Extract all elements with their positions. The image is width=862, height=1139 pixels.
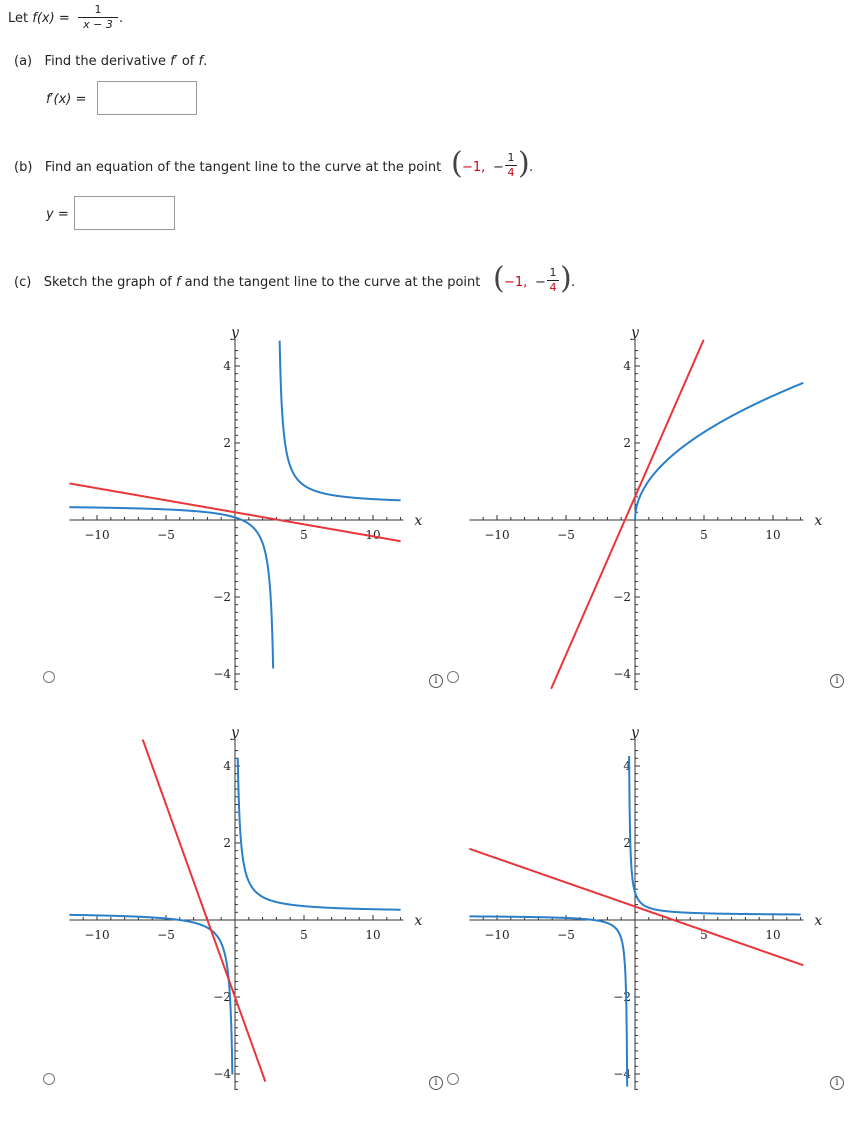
part-c-minus: −: [535, 275, 546, 290]
part-c-prompt: [14, 275, 480, 290]
graph-option-4: [455, 710, 835, 1090]
y-tick-label: 4: [623, 359, 631, 373]
part-c-point-x: −1,: [504, 275, 528, 290]
info-icon[interactable]: [830, 674, 844, 688]
part-c-end: .: [571, 275, 576, 290]
info-icon[interactable]: [429, 1076, 443, 1090]
tangent-line: [143, 740, 266, 1082]
y-tick-label: 2: [623, 436, 631, 450]
y-tick-label: 4: [223, 359, 231, 373]
y-axis-label: y: [631, 324, 639, 341]
info-glyph: i: [835, 1077, 839, 1088]
part-b-den: 4: [507, 166, 515, 179]
graph-option-3-radio[interactable]: [43, 1073, 55, 1085]
x-tick-label: −10: [484, 528, 510, 542]
y-axis-label: y: [231, 724, 239, 741]
part-a-prompt: [14, 54, 207, 69]
x-tick-label: 10: [765, 928, 781, 942]
equals-sign: =: [58, 11, 70, 26]
x-tick-label: −5: [157, 528, 175, 542]
x-tick-label: 5: [700, 928, 708, 942]
x-axis-label: x: [414, 913, 423, 929]
part-b-label: (b): [14, 160, 33, 175]
y-tick-label: 4: [623, 759, 631, 773]
y-tick-label: −2: [213, 590, 231, 604]
of-text: of: [177, 54, 199, 69]
part-c-point-fraction: [547, 267, 559, 294]
info-glyph: i: [434, 1077, 438, 1088]
y-tick-label: 2: [623, 836, 631, 850]
part-a-label: (a): [14, 54, 33, 69]
x-tick-label: −10: [84, 928, 110, 942]
part-b-point-x: −1,: [462, 160, 486, 175]
part-b-end: .: [529, 160, 534, 175]
info-icon[interactable]: [830, 1076, 844, 1090]
fprime-answer-label: f′(x) =: [46, 92, 87, 107]
fx-text: f(x): [32, 11, 55, 26]
x-tick-label: 10: [365, 528, 381, 542]
x-tick-label: 5: [300, 928, 308, 942]
fprime-answer-input[interactable]: [97, 81, 197, 115]
y-tick-label: −2: [613, 990, 631, 1004]
tangent-line-answer-input[interactable]: [74, 196, 175, 230]
part-c-text: Sketch the graph of: [43, 275, 176, 290]
part-b-num: 1: [507, 151, 515, 164]
y-tick-label: 2: [223, 436, 231, 450]
part-c-f: f: [175, 275, 181, 290]
part-b-point-fraction: [505, 152, 517, 179]
y-tick-label: −2: [613, 590, 631, 604]
function-fraction: [78, 4, 118, 31]
x-tick-label: −10: [484, 928, 510, 942]
x-tick-label: −5: [557, 928, 575, 942]
fraction-numerator: 1: [94, 3, 102, 16]
fprime-text: f′: [170, 54, 178, 69]
graph-option-3: [55, 710, 438, 1090]
curve: [635, 383, 803, 520]
curve-right: [280, 341, 401, 501]
x-tick-label: −5: [557, 528, 575, 542]
y-tick-label: −2: [213, 990, 231, 1004]
fraction-denominator: x − 3: [83, 18, 113, 31]
curve-right: [629, 756, 801, 915]
part-b-prompt: [14, 160, 441, 175]
x-tick-label: −5: [157, 928, 175, 942]
part-b-minus: −: [493, 160, 504, 175]
graph-option-1-radio[interactable]: [43, 671, 55, 683]
x-axis-label: x: [814, 913, 823, 929]
part-c-num: 1: [549, 266, 557, 279]
x-tick-label: −10: [84, 528, 110, 542]
part-b-open-paren: (: [451, 146, 463, 181]
y-tick-label: 4: [223, 759, 231, 773]
y-tick-label: −4: [613, 667, 631, 681]
part-c-close-paren: ): [560, 261, 572, 296]
info-icon[interactable]: [429, 674, 443, 688]
y-tick-label: −4: [613, 1067, 631, 1081]
y-tick-label: −4: [213, 1067, 231, 1081]
part-a-text: Find the derivative: [44, 54, 171, 69]
part-c-text2: and the tangent line to the curve at the point: [180, 275, 481, 290]
let-text: Let: [8, 11, 33, 26]
part-c-label: (c): [14, 275, 32, 290]
y-tick-label: 2: [223, 836, 231, 850]
y-answer-label: y =: [46, 207, 69, 222]
y-axis-label: y: [631, 724, 639, 741]
end-text: .: [203, 54, 208, 69]
curve-right: [238, 758, 401, 910]
y-tick-label: −4: [213, 667, 231, 681]
part-c-open-paren: (: [493, 261, 505, 296]
graph-option-4-radio[interactable]: [447, 1073, 459, 1085]
y-axis-label: y: [231, 324, 239, 341]
part-c-den: 4: [549, 281, 557, 294]
graph-option-1: [55, 310, 438, 690]
graph-option-2-radio[interactable]: [447, 671, 459, 683]
period: .: [119, 11, 124, 26]
part-b-close-paren: ): [518, 146, 530, 181]
f-text: f: [198, 54, 204, 69]
problem-statement: [8, 11, 70, 26]
part-b-text: Find an equation of the tangent line to the curve at the point: [44, 160, 442, 175]
info-glyph: i: [835, 675, 839, 686]
x-tick-label: 5: [700, 528, 708, 542]
tangent-line: [551, 340, 704, 689]
x-axis-label: x: [814, 513, 823, 529]
x-tick-label: 10: [765, 528, 781, 542]
info-glyph: i: [434, 675, 438, 686]
graph-option-2: [455, 310, 835, 690]
x-axis-label: x: [414, 513, 423, 529]
x-tick-label: 10: [365, 928, 381, 942]
x-tick-label: 5: [300, 528, 308, 542]
